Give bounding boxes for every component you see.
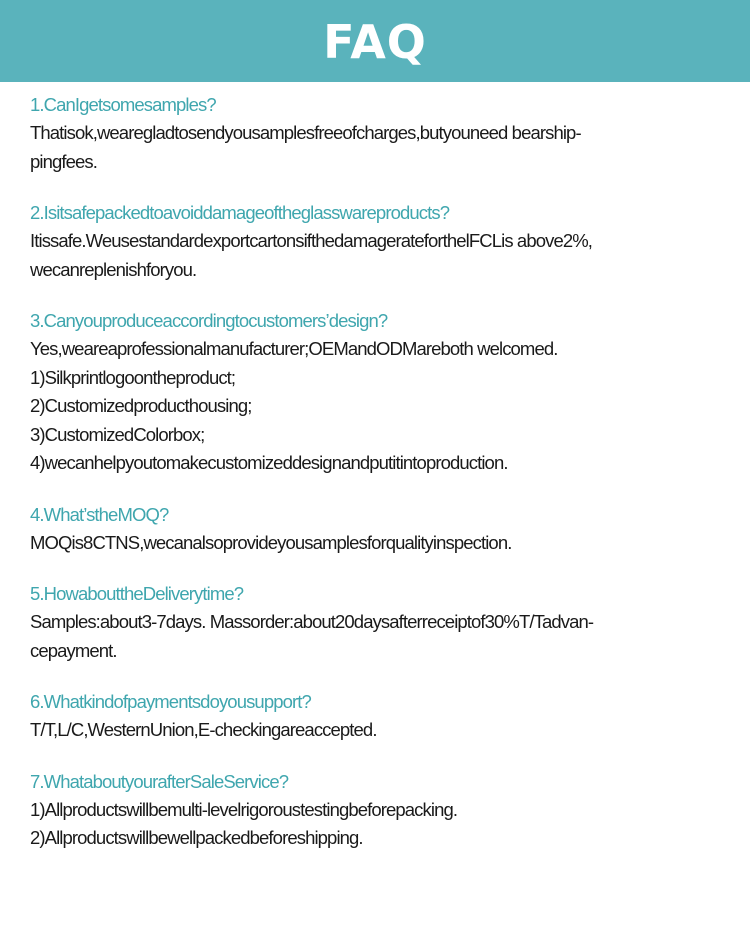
faq-answer [30,529,730,558]
faq-item-packing [30,199,730,284]
answer-line: T/T,L/C,WesternUnion,E-checkingareaccepted. [30,719,377,740]
page-title: FAQ [323,15,427,69]
answer-line: cepayment. [30,639,117,661]
faq-question: 3.Canyouproduceaccordingtocustomers’design? [30,310,388,331]
answer-line: 2)Allproductswillbewellpackedbeforeshipping. [30,827,363,848]
faq-question: 2.Isitsafepackedtoavoiddamageoftheglasswareproducts? [30,202,450,223]
faq-answer [30,227,730,284]
answer-line: wecanreplenishforyou. [30,258,197,280]
answer-line: Thatisok,wearegladtosendyousamplesfreeofcharges,butyouneed bearship- [30,122,581,143]
answer-line: Yes,weareaprofessionalmanufacturer;OEMandODMareboth welcomed. [30,338,558,359]
faq-header [0,0,750,82]
faq-answer [30,716,730,745]
answer-line: Samples:about3-7days. Massorder:about20daysafterreceiptof30%T/Tadvan- [30,611,594,632]
faq-question: 6.Whatkindofpaymentsdoyousupport? [30,691,311,712]
faq-answer [30,796,730,853]
faq-question: 7.WhataboutyourafterSaleService? [30,770,289,792]
answer-line: pingfees. [30,150,97,172]
faq-question: 1.CanIgetsomesamples? [30,94,216,115]
faq-item-after-sale [30,768,730,853]
faq-item-custom-design [30,307,730,478]
answer-line: Itissafe.WeusestandardexportcartonsifthedamagerateforthelFCLis above2%, [30,230,593,251]
faq-list [30,91,730,876]
faq-item-delivery [30,580,730,665]
answer-line: MOQis8CTNS,wecanalsoprovideyousamplesforqualityinspection. [30,531,512,553]
faq-item-samples [30,91,730,176]
faq-item-payments [30,688,730,745]
faq-question: 4.What’stheMOQ? [30,503,169,525]
faq-question: 5.HowabouttheDeliverytime? [30,583,244,604]
answer-line: 2)Customizedproducthousing; [30,395,252,416]
faq-item-moq [30,501,730,558]
answer-line: 1)Silkprintlogoontheproduct; [30,366,236,388]
faq-answer [30,119,730,176]
faq-answer [30,608,730,665]
answer-line: 3)CustomizedColorbox; [30,423,205,445]
answer-line: 1)Allproductswillbemulti-levelrigoroustestingbeforepacking. [30,798,458,820]
faq-answer [30,335,730,478]
answer-line: 4)wecanhelpyoutomakecustomizeddesignandputitintoproduction. [30,452,508,473]
